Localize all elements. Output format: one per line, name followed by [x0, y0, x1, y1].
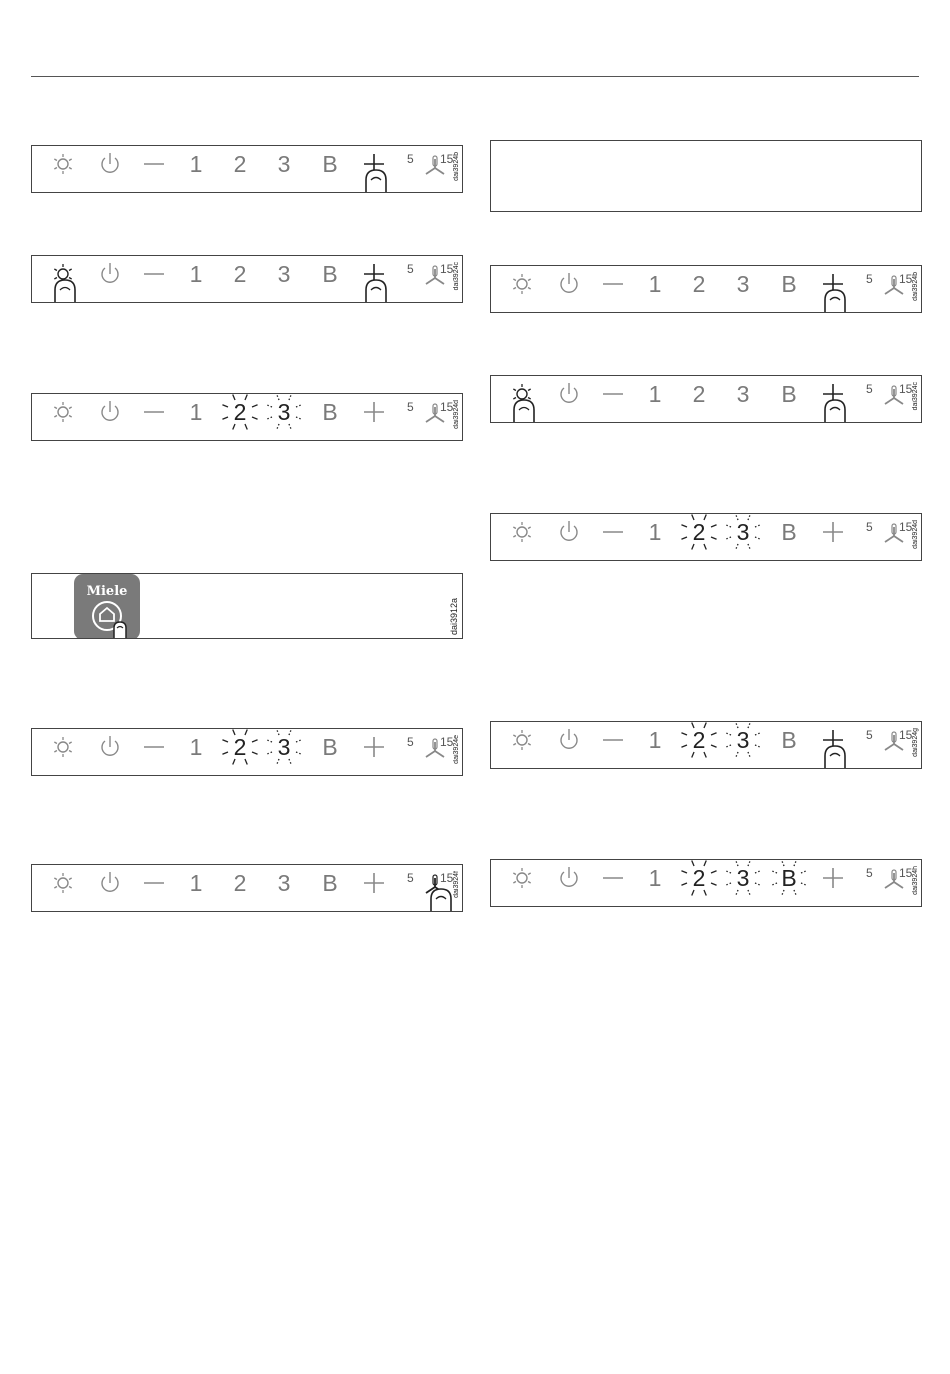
key-digit-3[interactable]: 3	[736, 271, 750, 297]
finger-icon	[114, 622, 126, 639]
key-digit-3[interactable]: 3	[277, 261, 291, 287]
key-booster[interactable]: B	[781, 865, 797, 891]
finger-icon	[431, 889, 451, 912]
app-brand: Miele	[86, 584, 128, 599]
note-box	[490, 140, 922, 212]
finger-icon	[825, 746, 845, 769]
fan-runon-5: 5	[866, 866, 873, 880]
figure-code: dai3924d	[453, 400, 460, 429]
fan-runon-5: 5	[407, 735, 414, 749]
key-digit-3[interactable]: 3	[736, 381, 750, 407]
finger-icon	[55, 280, 75, 303]
figure-code: dai3924b	[453, 152, 460, 181]
key-digit-3[interactable]: 3	[736, 519, 750, 545]
finger-icon	[514, 400, 534, 423]
key-digit-1[interactable]: 1	[648, 865, 662, 891]
finger-icon	[366, 280, 386, 303]
key-booster[interactable]: B	[781, 381, 797, 407]
fan-runon-5: 5	[407, 400, 414, 414]
fan-runon-15: 15	[440, 152, 454, 166]
fan-runon-5: 5	[866, 272, 873, 286]
finger-icon	[366, 170, 386, 193]
figure-code: dai3924g	[912, 728, 919, 757]
key-digit-2[interactable]: 2	[692, 381, 706, 407]
key-booster[interactable]: B	[322, 870, 338, 896]
control-panel-r4	[490, 721, 922, 769]
finger-icon	[825, 400, 845, 423]
fan-runon-15: 15	[440, 400, 454, 414]
control-panel-l1	[31, 145, 463, 193]
control-panel-l6	[31, 864, 463, 912]
key-digit-2[interactable]: 2	[692, 727, 706, 753]
key-booster[interactable]: B	[322, 261, 338, 287]
key-digit-1[interactable]: 1	[189, 734, 203, 760]
key-digit-2[interactable]: 2	[233, 261, 247, 287]
key-digit-1[interactable]: 1	[648, 727, 662, 753]
figure-code: dai3924f	[453, 871, 460, 898]
key-digit-1[interactable]: 1	[648, 271, 662, 297]
key-digit-3[interactable]: 3	[277, 870, 291, 896]
figure-code: dai3924h	[912, 866, 919, 895]
key-booster[interactable]: B	[322, 734, 338, 760]
fan-runon-5: 5	[407, 871, 414, 885]
control-panel-r5	[490, 859, 922, 907]
key-digit-2[interactable]: 2	[233, 399, 247, 425]
fan-runon-15: 15	[899, 520, 913, 534]
fan-runon-15: 15	[440, 735, 454, 749]
key-digit-1[interactable]: 1	[189, 261, 203, 287]
key-digit-1[interactable]: 1	[648, 381, 662, 407]
figure-code: dai3924c	[912, 382, 919, 411]
control-panel-l2	[31, 255, 463, 303]
key-digit-1[interactable]: 1	[189, 151, 203, 177]
figure-code: dai3924b	[912, 272, 919, 301]
control-panel-l3	[31, 393, 463, 441]
control-panel-r3	[490, 513, 922, 561]
control-panel-l5	[31, 728, 463, 776]
figure-code: dai3912a	[449, 598, 459, 636]
key-digit-1[interactable]: 1	[189, 399, 203, 425]
key-booster[interactable]: B	[781, 271, 797, 297]
control-panel-r1	[490, 265, 922, 313]
fan-runon-15: 15	[899, 866, 913, 880]
fan-runon-15: 15	[899, 728, 913, 742]
key-digit-3[interactable]: 3	[277, 399, 291, 425]
figure-code: dai3924e	[453, 735, 460, 764]
key-digit-3[interactable]: 3	[277, 734, 291, 760]
key-digit-2[interactable]: 2	[692, 865, 706, 891]
fan-runon-15: 15	[899, 382, 913, 396]
key-digit-1[interactable]: 1	[189, 870, 203, 896]
fan-runon-5: 5	[866, 728, 873, 742]
key-digit-2[interactable]: 2	[233, 870, 247, 896]
key-digit-2[interactable]: 2	[692, 271, 706, 297]
key-digit-2[interactable]: 2	[233, 151, 247, 177]
fan-runon-5: 5	[866, 382, 873, 396]
fan-runon-15: 15	[440, 871, 454, 885]
key-booster[interactable]: B	[781, 727, 797, 753]
key-digit-2[interactable]: 2	[233, 734, 247, 760]
fan-runon-5: 5	[407, 262, 414, 276]
key-digit-3[interactable]: 3	[736, 865, 750, 891]
control-panel-r2	[490, 375, 922, 423]
app-panel	[31, 573, 463, 639]
fan-runon-15: 15	[899, 272, 913, 286]
home-icon	[74, 574, 140, 639]
key-digit-3[interactable]: 3	[277, 151, 291, 177]
fan-runon-5: 5	[407, 152, 414, 166]
key-booster[interactable]: B	[781, 519, 797, 545]
key-digit-3[interactable]: 3	[736, 727, 750, 753]
header-rule	[31, 76, 919, 77]
fan-runon-15: 15	[440, 262, 454, 276]
key-digit-2[interactable]: 2	[692, 519, 706, 545]
key-booster[interactable]: B	[322, 151, 338, 177]
figure-code: dai3924c	[453, 262, 460, 291]
finger-icon	[825, 290, 845, 313]
fan-runon-5: 5	[866, 520, 873, 534]
miele-app-icon[interactable]	[74, 574, 140, 639]
key-digit-1[interactable]: 1	[648, 519, 662, 545]
figure-code: dai3924d	[912, 520, 919, 549]
key-booster[interactable]: B	[322, 399, 338, 425]
